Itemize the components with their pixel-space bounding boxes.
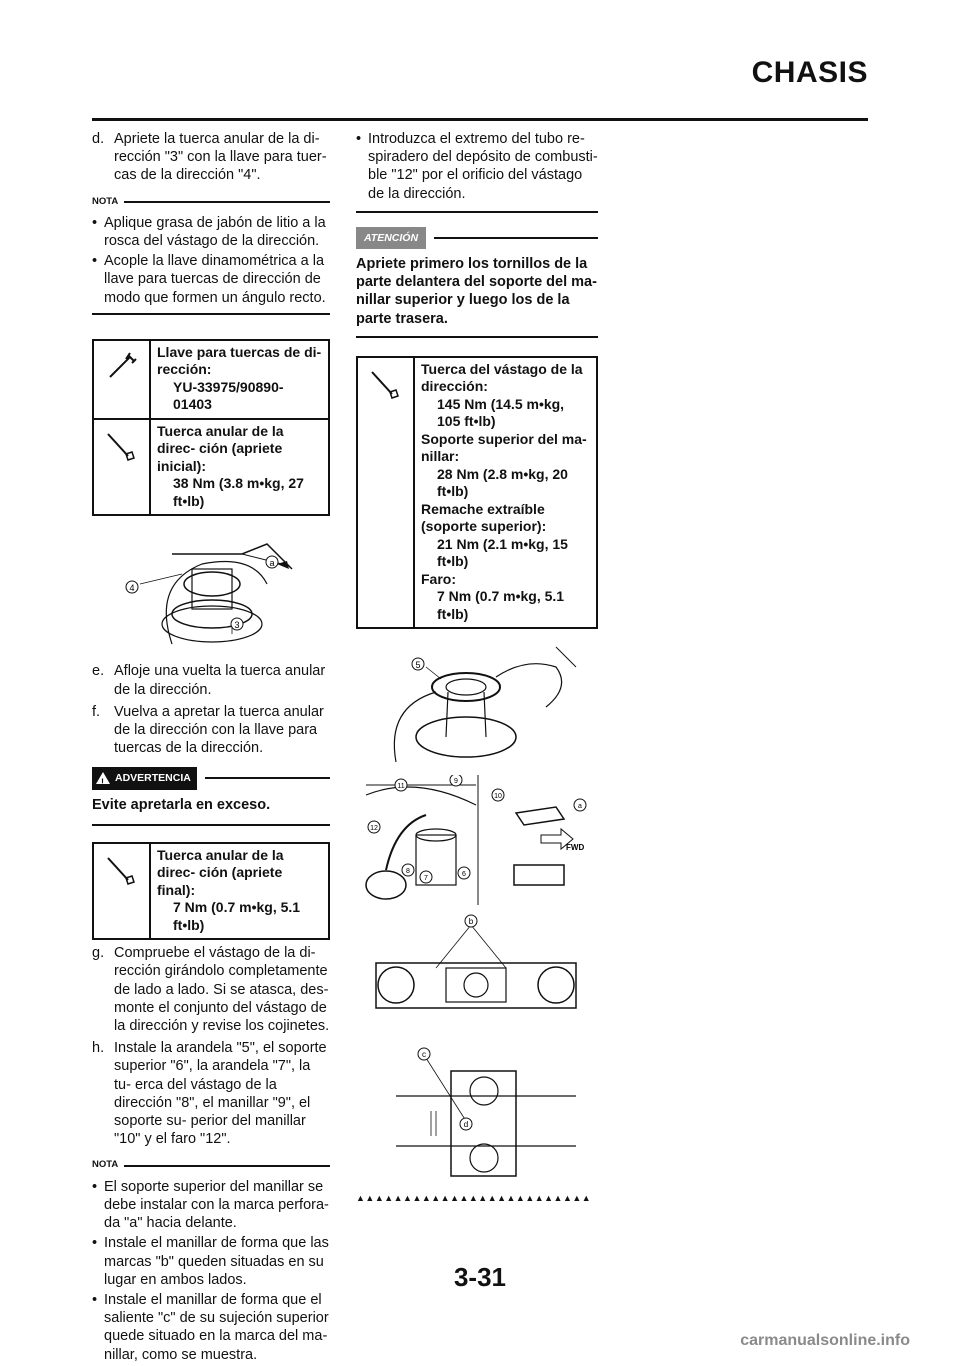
note-item: • Instale el manillar de forma que el saliente "c" de su sujeción superior quede situado en la marca del ma- nillar, como se muestra. [92,1291,330,1364]
spec-value: 21 Nm (2.1 m•kg, 15 ft•lb) [437,535,568,570]
spec-title: Remache extraíble (soporte superior): [421,500,547,535]
warning-text: Evite apretarla en exceso. [92,796,271,813]
step-e: e. Afloje una vuelta la tuerca anular de la dirección. [92,663,326,698]
spec-box-tool [92,339,330,420]
bullet-item: • Introduzca el extremo del tubo re- spiradero del depósito de combusti- ble "12" por el orificio del vástago de la dirección. [356,130,598,203]
step-h: h. Instale la arandela "5", el soporte superior "6", la arandela "7", la tu- erca del vástago de la dirección "8", el manillar "9", el soporte su- perior del manillar "10" y el faro "12". [92,1040,327,1148]
torque-wrench-icon [94,844,151,939]
caution-header [356,227,598,249]
left-column [92,130,330,1366]
note-header [92,193,330,211]
page-title: CHASIS [751,56,868,89]
spec-value: 7 Nm (0.7 m•kg, 5.1 ft•lb) [173,899,301,933]
spec-value: YU-33975/90890-01403 [173,378,284,413]
spec-title: Tuerca anular de la direc- ción (apriete inicial): [157,422,284,474]
spec-value: 28 Nm (2.8 m•kg, 20 ft•lb) [437,465,568,500]
end-of-section-marks: ▲▲▲▲▲▲▲▲▲▲▲▲▲▲▲▲▲▲▲▲▲▲▲▲▲ [356,1193,592,1204]
warning-header [92,767,330,789]
callout-8: 8 [406,868,410,876]
spec-title: Tuerca anular de la direc- ción (apriete final): [157,846,284,898]
callout-b: b [468,917,474,927]
clamp-alignment-figure [356,1046,598,1181]
callout-5: 5 [415,660,421,671]
callout-11: 11 [397,783,405,791]
step-text: Apriete la tuerca anular de la di- rección "3" con la llave para tuer- cas de la dirección "4". [114,131,327,184]
handlebar-assembly-figure [356,775,598,905]
step-d [92,130,330,185]
spec-box-torques [356,356,598,630]
note-item: • El soporte superior del manillar se debe instalar con la marca perfora- da "a" hacia delante. [92,1178,330,1233]
caution-badge: ATENCIÓN [356,227,426,249]
callout-6: 6 [462,871,466,879]
handlebar-marks-figure [356,913,598,1038]
steering-nut-figure [92,524,330,654]
divider [356,211,598,213]
callout-a: a [578,803,582,811]
fwd-label: FWD [566,843,585,853]
watermark: carmanualsonline.info [740,1332,910,1349]
torque-wrench-icon [358,358,415,628]
spec-value: 7 Nm (0.7 m•kg, 5.1 ft•lb) [437,588,565,622]
note-item: • Aplique grasa de jabón de litio a la rosca del vástago de la dirección. [92,214,330,250]
spec-box-torque-final [92,842,330,941]
caution-text: Apriete primero los tornillos de la parte delantera del soporte del ma- nillar superior y luego los de la parte trasera. [356,256,597,327]
warning-badge: ! ADVERTENCIA [92,767,197,789]
callout-a: a [269,558,275,569]
wrench-tool-icon [94,341,151,418]
page-number: 3-31 [453,1262,507,1292]
step-g: g. Compruebe el vástago de la di- rección girándolo completamente de lado a lado. Si se atasca, des- monte el conjunto del vástago de la dirección y revise los cojinetes. [92,945,330,1035]
spec-value: 145 Nm (14.5 m•kg, 105 ft•lb) [437,395,565,430]
spec-title: Soporte superior del ma- nillar: [421,430,587,465]
warning-icon [96,772,110,784]
right-column [356,130,598,1208]
step-label: d. [92,131,105,147]
callout-c: c [422,1050,426,1060]
note-item: • Acople la llave dinamométrica a la llave para tuercas de dirección de modo que formen un ángulo recto. [92,252,330,307]
callout-10: 10 [494,793,502,801]
callout-d: d [463,1120,469,1130]
callout-9: 9 [454,778,458,786]
note-item: • Instale el manillar de forma que las marcas "b" queden situadas en su lugar en ambos lados. [92,1234,330,1289]
callout-3: 3 [234,620,240,631]
step-f: f. Vuelva a apretar la tuerca anular de la dirección con la llave para tuercas de la dirección. [92,703,324,757]
washer-install-figure [356,637,598,767]
note-header: NOTA [92,1156,330,1174]
torque-wrench-icon [94,420,151,515]
spec-title: Llave para tuercas de di- rección: [157,343,322,378]
spec-title: Faro: [421,570,456,587]
spec-title: Tuerca del vástago de la dirección: [421,360,583,395]
callout-7: 7 [424,875,428,883]
spec-box-torque [92,420,330,517]
spec-value: 38 Nm (3.8 m•kg, 27 ft•lb) [173,475,304,509]
callout-12: 12 [370,825,378,833]
callout-4: 4 [129,583,135,594]
note-label: NOTA [92,195,119,207]
header-rule [92,118,868,121]
